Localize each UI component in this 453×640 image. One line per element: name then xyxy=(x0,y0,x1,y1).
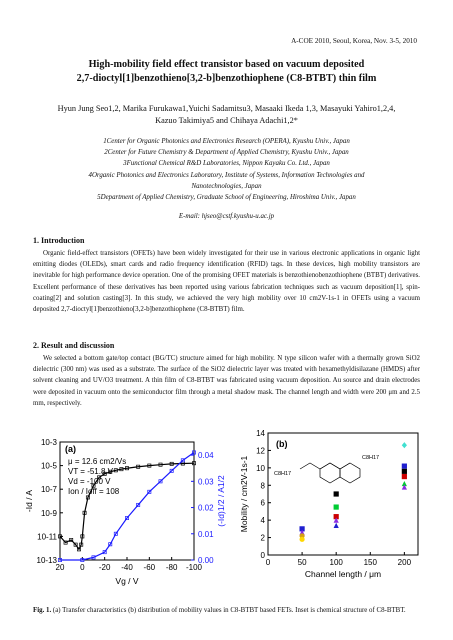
y-tick-label: 12 xyxy=(256,446,265,456)
y2-tick-label: 0.02 xyxy=(198,503,214,513)
affiliations xyxy=(30,136,423,203)
data-point xyxy=(334,504,339,509)
data-point xyxy=(334,491,339,496)
affiliation: 3Functional Chemical R&D Laboratories, Nippon Kayaku Co. Ltd., Japan xyxy=(123,160,330,168)
figure-caption xyxy=(33,605,420,616)
data-point xyxy=(334,523,339,528)
caption-label: Fig. 1. xyxy=(33,607,52,614)
btbt-ring xyxy=(340,463,360,483)
affiliation: 2Center for Future Chemistry & Department of Applied Chemistry, Kyushu Univ., Japan xyxy=(104,149,349,157)
y-tick-label: 14 xyxy=(256,429,265,438)
annotation: μ = 12.6 cm2/Vs xyxy=(68,457,127,466)
x-tick-label: -80 xyxy=(165,563,178,572)
affiliation: Nanotechnologies, Japan xyxy=(191,182,262,190)
x-tick-label: 100 xyxy=(329,558,343,567)
affiliation: 4Organic Photonics and Electronics Laboratory, Institute of Systems, Information Technologies and xyxy=(88,171,365,179)
paper-title xyxy=(30,58,423,86)
chemical-structure-inset xyxy=(274,455,379,483)
x-tick-label: 0 xyxy=(80,563,85,572)
annotation: VT = -51.8 V xyxy=(68,467,113,476)
contact-email: E-mail: hjseo@cstf.kyushu-u.ac.jp xyxy=(178,213,275,220)
y2-axis-label: (-Id)1/2 / A1/2 xyxy=(216,475,226,527)
annotation: Vd = -100 V xyxy=(68,477,111,486)
introduction-paragraph xyxy=(33,248,420,315)
x-axis-label: Vg / V xyxy=(115,576,139,586)
x-tick-label: 0 xyxy=(265,558,271,567)
plot-frame xyxy=(268,433,418,555)
y-tick-label: 10-7 xyxy=(40,485,57,495)
panel-label: (a) xyxy=(65,444,76,454)
data-point xyxy=(402,474,407,479)
data-point xyxy=(402,464,407,469)
y-tick-label: 0 xyxy=(260,551,265,560)
y-tick-label: 8 xyxy=(260,481,265,491)
y-tick-label: 10-5 xyxy=(40,461,57,471)
results-text: We selected a bottom gate/top contact (BG/TC) structure aimed for high mobility. N type silicon wafer with a thermally grown SiO2 dielectric (300 nm) was used as a substrate. The surface of the SiO2 dielectric layer was treated with hexamethyldisilazane (HMDS) after solvent cleaning and UV/O3 treatment. A thin film of C8-BTBT was fabricated using vacuum deposition. Au source and drain electrodes were deposited in vacuum onto the semiconductor film through a metal shadow mask. The channel length and width were 200 μm and 2.5 mm, respectively. xyxy=(33,355,420,407)
figure-1a-transfer-chart xyxy=(22,428,234,588)
annotation: Ion / Ioff = 108 xyxy=(68,487,120,496)
x-tick-label: 200 xyxy=(397,558,412,567)
y-tick-label: 6 xyxy=(260,498,265,508)
y-tick-label: 2 xyxy=(260,533,265,543)
x-tick-label: 50 xyxy=(297,558,307,567)
x-tick-label: -100 xyxy=(185,563,203,572)
results-paragraph xyxy=(33,353,420,409)
data-point xyxy=(402,442,407,448)
data-point xyxy=(299,537,304,542)
inset-label: C8H17 xyxy=(274,471,292,477)
affiliation: 5Department of Applied Chemistry, Graduate School of Engineering, Hiroshima Univ., Japan xyxy=(97,194,356,202)
data-point xyxy=(402,469,407,474)
x-tick-label: -60 xyxy=(143,563,156,572)
btbt-ring xyxy=(320,463,340,483)
panel-label: (b) xyxy=(276,439,288,449)
x-tick-label: -20 xyxy=(98,563,111,572)
y-tick-label: 10-9 xyxy=(40,508,57,518)
x-axis-label: Channel length / μm xyxy=(304,569,382,579)
section-heading-introduction: 1. Introduction xyxy=(33,236,85,245)
author-list xyxy=(30,103,423,127)
y-axis-label: -Id / A xyxy=(24,489,34,513)
y2-tick-label: 0.03 xyxy=(198,477,214,487)
x-tick-label: -40 xyxy=(121,563,133,572)
title-line-1: High-mobility field effect transistor based on vacuum deposited xyxy=(88,59,365,70)
introduction-text: Organic field-effect transistors (OFETs) have been widely investigated for their use in various electronic applications in organic light emitting diodes (OLEDs), smart cards and radio frequency identification (RFID) tags. In these devices, high mobility transistors are inevitable for high performance device operation. One of the promising OFET materials is benzothienobenzothiophene (BTBT) derivatives. Excellent performance of these derivatives has been reported using various fabrication techniques such as vacuum deposition[1], spin-coating[2] and solution casting[3]. In this study, we achieved the very high mobility over 10 cm2V-1s-1 in OFETs using a vacuum deposited 2,7-dioctyl[1]benzothieno[3,2-b]benzothiophene (C8-BTBT) film. xyxy=(33,250,420,314)
conference-header: A-COE 2010, Seoul, Korea, Nov. 3-5, 2010 xyxy=(291,37,417,45)
figure-1b-mobility-chart xyxy=(238,425,438,588)
y2-tick-label: 0.00 xyxy=(198,556,214,565)
y-tick-label: 10 xyxy=(256,463,265,473)
inset-label: C8H17 xyxy=(362,455,380,461)
title-line-2: 2,7-dioctyl[1]benzothieno[3,2-b]benzothiophene (C8-BTBT) thin film xyxy=(76,73,377,84)
caption-text: (a) Transfer characteristics (b) distribution of mobility values in C8-BTBT based FETs. Inset is chemical structure of C8-BTBT. xyxy=(52,607,406,614)
y-tick-label: 10-13 xyxy=(36,556,57,565)
y-tick-label: 4 xyxy=(260,516,265,526)
x-tick-label: 150 xyxy=(363,558,377,567)
y-axis-label: Mobility / cm2V-1s-1 xyxy=(239,455,249,533)
section-heading-results: 2. Result and discussion xyxy=(33,341,115,350)
affiliation: 1Center for Organic Photonics and Electronics Research (OPERA), Kyushu Univ., Japan xyxy=(103,138,350,145)
x-tick-label: 20 xyxy=(55,563,65,572)
authors-line-2: Kazuo Takimiya5 and Chihaya Adachi1,2* xyxy=(155,116,298,125)
y2-tick-label: 0.04 xyxy=(198,451,214,461)
y-tick-label: 10-3 xyxy=(40,438,57,447)
y-tick-label: 10-11 xyxy=(37,532,57,542)
y2-tick-label: 0.01 xyxy=(198,529,214,539)
authors-line-1: Hyun Jung Seo1,2, Marika Furukawa1,Yuichi Sadamitsu3, Masaaki Ikeda 1,3, Masayuki Yahiro1,2,4, xyxy=(57,104,396,113)
